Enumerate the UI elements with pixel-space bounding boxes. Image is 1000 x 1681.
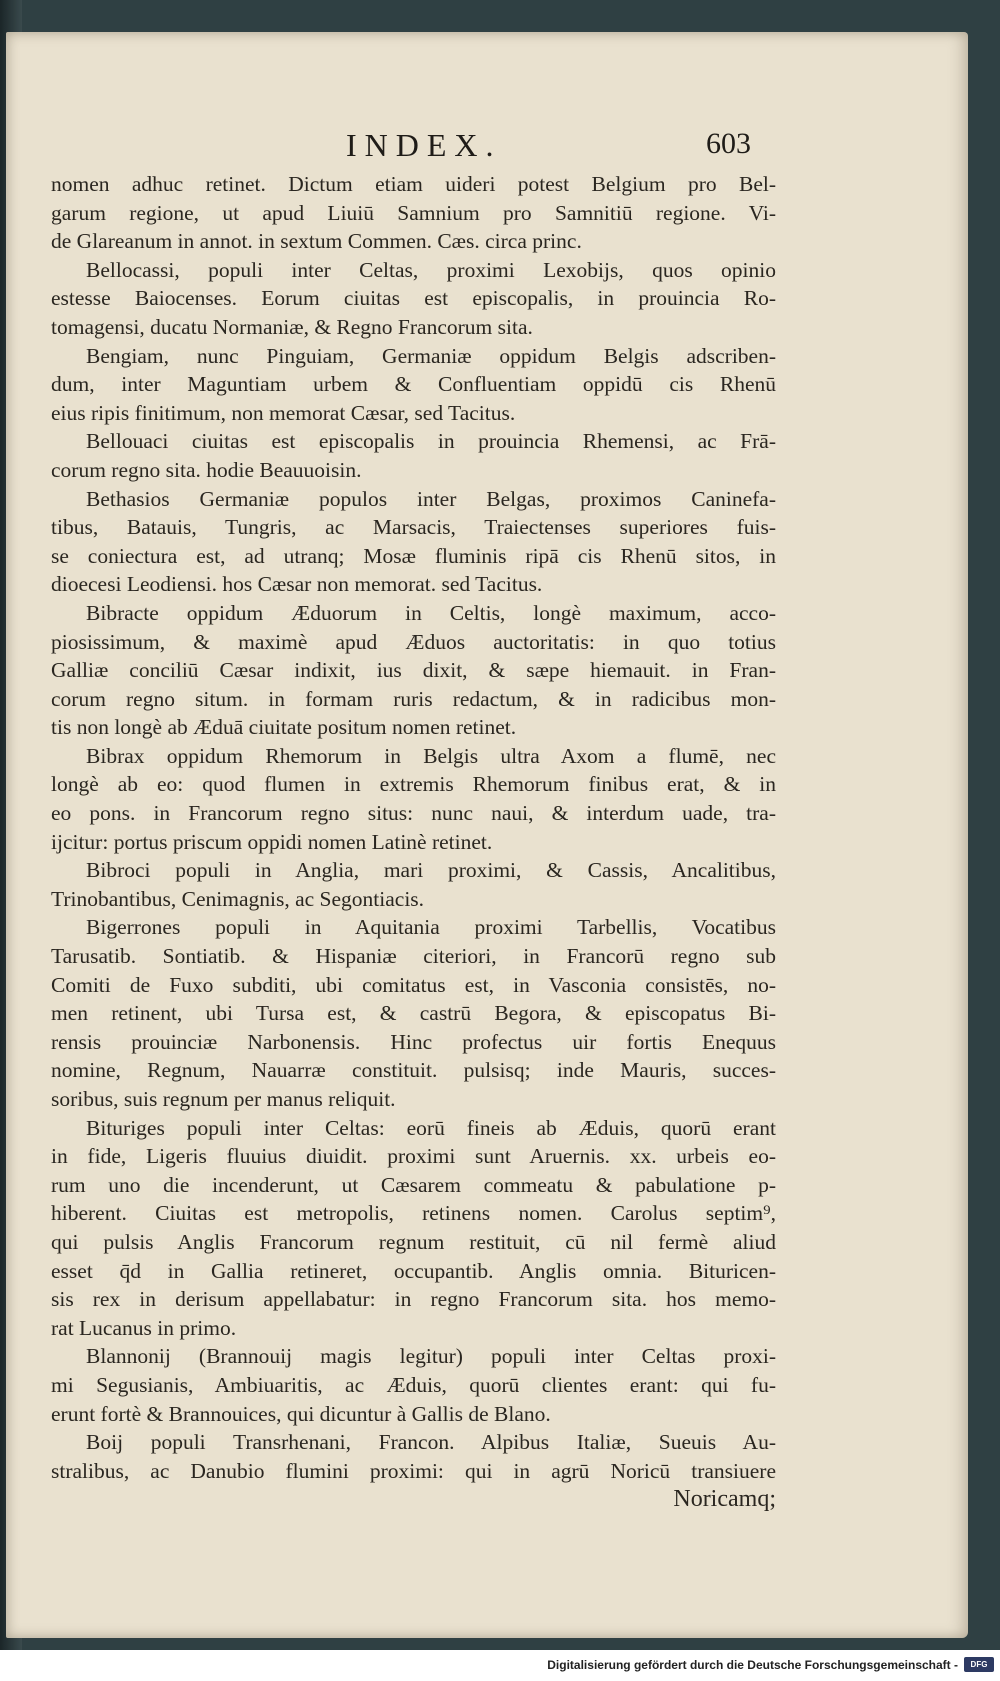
text-line: Comiti de Fuxo subditi, ubi comitatus est, in Vasconia consistēs, no-	[51, 972, 776, 997]
text-line: nomen adhuc retinet. Dictum etiam uideri potest Belgium pro Bel-	[51, 172, 776, 196]
text-line: men retinent, ubi Tursa est, & castrū Begora, & episcopatus Bi-	[51, 1001, 776, 1026]
digitization-footer	[0, 1650, 1000, 1681]
text-line: dioecesi Leodiensi. hos Cæsar non memorat. sed Tacitus.	[51, 572, 543, 597]
text-line: Bituriges populi inter Celtas: eorū fineis ab Æduis, quorū erant	[86, 1115, 776, 1140]
catchword: Noricamq;	[673, 1486, 776, 1513]
index-text-block	[51, 170, 776, 1514]
text-line: se coniectura est, ad utranq; Mosæ fluminis ripā cis Rhenū sitos, in	[51, 543, 776, 568]
funding-credit: Digitalisierung gefördert durch die Deutsche Forschungsgemeinschaft -	[547, 1658, 958, 1672]
text-line: piosissimum, & maximè apud Æduos auctoritatis: in quo totius	[51, 629, 776, 654]
text-line: in fide, Ligeris fluuius diuidit. proximi sunt Aruernis. xx. urbeis eo-	[51, 1144, 776, 1169]
text-line: longè ab eo: quod flumen in extremis Rhemorum finibus erat, & in	[51, 772, 776, 797]
text-line: soribus, suis regnum per manus reliquit.	[51, 1087, 396, 1111]
text-line: corum regno sita. hodie Beauuoisin.	[51, 457, 362, 482]
text-line: Galliæ conciliū Cæsar indixit, ius dixit, & sæpe hiemauit. in Fran-	[51, 658, 776, 683]
dfg-logo-text: DFG	[970, 1660, 988, 1669]
text-line: qui pulsis Anglis Francorum regnum restituit, cū nil fermè aliud	[51, 1229, 776, 1254]
book-page	[6, 32, 968, 1638]
text-line: rat Lucanus in primo.	[51, 1315, 237, 1340]
page-number: 603	[706, 127, 751, 160]
text-line: erunt fortè & Brannouices, qui dicuntur à Gallis de Blano.	[51, 1401, 551, 1426]
text-line: Bellouaci ciuitas est episcopalis in prouincia Rhemensi, ac Frā-	[86, 429, 776, 454]
text-line: tomagensi, ducatu Normaniæ, & Regno Francorum sita.	[51, 314, 533, 339]
text-line: de Glareanum in annot. in sextum Commen. Cæs. circa princ.	[51, 229, 582, 254]
text-line: Blannonij (Brannouij magis legitur) populi inter Celtas proxi-	[86, 1344, 776, 1369]
text-line: Bengiam, nunc Pinguiam, Germaniæ oppidum Belgis adscriben-	[86, 343, 776, 368]
text-line: Bellocassi, populi inter Celtas, proximi Lexobijs, quos opinio	[86, 257, 776, 282]
text-line: mi Segusianis, Ambiuaritis, ac Æduis, quorū clientes erant: qui fu-	[51, 1372, 776, 1397]
text-line: stralibus, ac Danubio flumini proximi: qui in agrū Noricū transiuere	[51, 1458, 776, 1483]
page-title: INDEX.	[346, 127, 502, 163]
text-line: rensis prouinciæ Narbonensis. Hinc profectus uir fortis Enequus	[51, 1029, 776, 1054]
dfg-logo	[964, 1657, 994, 1672]
text-line: Bethasios Germaniæ populos inter Belgas, proximos Caninefa-	[86, 486, 776, 511]
text-line: Trinobantibus, Cenimagnis, ac Segontiacis.	[51, 886, 425, 911]
text-line: Bibrax oppidum Rhemorum in Belgis ultra Axom a flumē, nec	[86, 743, 776, 768]
text-line: nomine, Regnum, Nauarræ constituit. pulsisq; inde Mauris, succes-	[51, 1058, 776, 1083]
text-line: eo pons. in Francorum regno situs: nunc naui, & interdum uade, tra-	[51, 801, 776, 826]
text-line: Bibracte oppidum Æduorum in Celtis, longè maximum, acco-	[86, 600, 776, 625]
text-line: dum, inter Maguntiam urbem & Confluentiam oppidū cis Rhenū	[51, 372, 776, 397]
text-line: estesse Baiocenses. Eorum ciuitas est episcopalis, in prouincia Ro-	[51, 286, 776, 311]
text-line: garum regione, ut apud Liuiū Samnium pro Samnitiū regione. Vi-	[51, 200, 776, 225]
text-line: hiberent. Ciuitas est metropolis, retinens nomen. Carolus septim⁹,	[51, 1201, 776, 1226]
text-line: Bigerrones populi in Aquitania proximi Tarbellis, Vocatibus	[86, 915, 776, 940]
text-line: rum uno die incenderunt, ut Cæsarem commeatu & pabulatione p-	[51, 1172, 776, 1197]
text-line: Bibroci populi in Anglia, mari proximi, & Cassis, Ancalitibus,	[86, 858, 776, 883]
text-line: Tarusatib. Sontiatib. & Hispaniæ citeriori, in Francorū regno sub	[51, 944, 776, 969]
text-line: ijcitur: portus priscum oppidi nomen Latinè retinet.	[51, 829, 493, 854]
text-line: Boij populi Transrhenani, Francon. Alpibus Italiæ, Sueuis Au-	[86, 1430, 776, 1455]
running-head	[6, 127, 968, 167]
text-line: corum regno situm. in formam ruris redactum, & in radicibus mon-	[51, 686, 776, 711]
text-line: eius ripis finitimum, non memorat Cæsar, sed Tacitus.	[51, 400, 516, 425]
text-line: tibus, Batauis, Tungris, ac Marsacis, Traiectenses superiores fuis-	[51, 515, 776, 540]
text-line: esset q̄d in Gallia retineret, occupantib. Anglis omnia. Bituricen-	[51, 1258, 776, 1283]
text-line: sis rex in derisum appellabatur: in regno Francorum sita. hos memo-	[51, 1287, 776, 1312]
text-line: tis non longè ab Æduā ciuitate positum nomen retinet.	[51, 715, 517, 740]
